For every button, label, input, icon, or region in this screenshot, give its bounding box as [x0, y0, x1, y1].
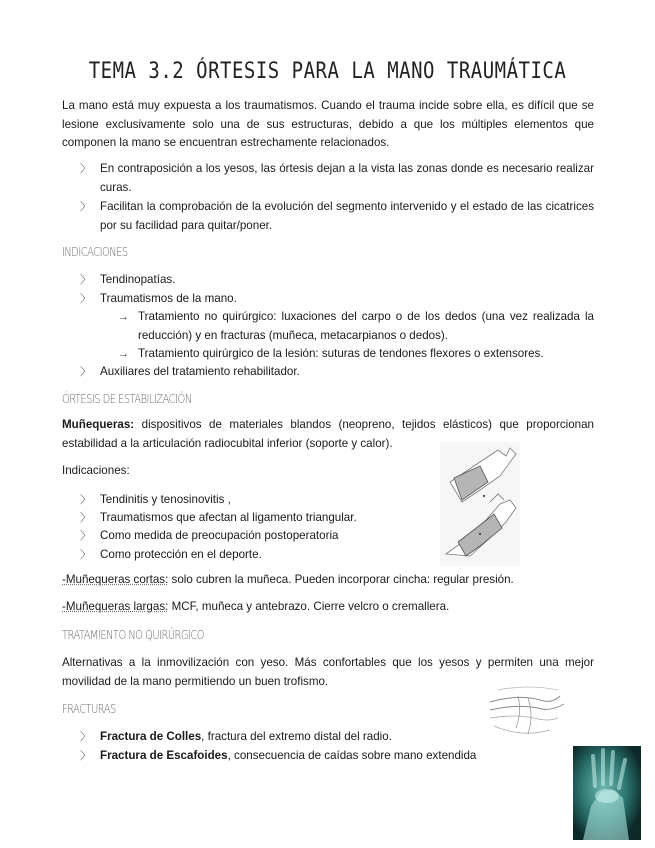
bullet-marker: 〉 [80, 549, 91, 561]
munequeras-cortas-label: -Muñequeras cortas: [62, 573, 169, 586]
list-item: 〉 Facilitan la comprobación de la evolución del segmento intervenido y el estado de las cicatrices por su facilidad para quitar/poner. [80, 200, 594, 232]
munequeras-largas-label: -Muñequeras largas: [62, 600, 169, 613]
list-item: 〉 Fractura de Colles, fractura del extremo distal del radio. [80, 728, 594, 747]
list-item: 〉 En contraposición a los yesos, las órtesis dejan a la vista las zonas donde es necesario realizar curas. [80, 162, 594, 194]
munequeras-paragraph: Muñequeras: dispositivos de materiales blandos (neopreno, tejidos elásticos) que proporcionan estabilidad a la articulación radiocubital inferior (soporte y calor). [62, 418, 594, 450]
bullet-marker: 〉 [80, 494, 91, 506]
list-item: 〉 Fractura de Escafoides, consecuencia de caídas sobre mano extendida [80, 747, 480, 766]
list-item: 〉 Como medida de preocupación postoperatoria [80, 527, 425, 546]
intro-paragraph: La mano está muy expuesta a los traumatismos. Cuando el trauma incide sobre ella, es difícil que se lesione exclusivamente solo una de sus estructuras, debido a que los múltiples elementos que componen la mano se encuentran estrechamente relacionados. [62, 99, 594, 150]
section-heading-indicaciones: INDICACIONES [62, 245, 128, 259]
bullet-marker: 〉 [80, 274, 91, 286]
wrist-brace-illustration [440, 442, 520, 566]
list-item: 〉 Auxiliares del tratamiento rehabilitador. [80, 363, 594, 382]
bullet-marker: 〉 [80, 293, 91, 305]
page-title: TEMA 3.2 ÓRTESIS PARA LA MANO TRAUMÁTICA [88, 58, 567, 84]
list-item: 〉 Traumatismos de la mano. [80, 290, 594, 309]
arrow-icon: → [118, 311, 129, 323]
section-heading-estabilizacion: ÓRTESIS DE ESTABILIZACIÓN [62, 392, 192, 406]
list-item: 〉 Tendinopatías. [80, 271, 594, 290]
list-item: 〉 Tendinitis y tenosinovitis , [80, 491, 425, 510]
list-item: 〉 Como protección en el deporte. [80, 546, 425, 565]
munequeras-cortas-line: -Muñequeras cortas: solo cubren la muñeca. Pueden incorporar cincha: regular presión. [62, 573, 514, 586]
bullet-marker: 〉 [80, 512, 91, 524]
munequeras-label: Muñequeras: [62, 418, 135, 431]
section-heading-no-quirurgico: TRATAMIENTO NO QUIRÚRGICO [62, 628, 205, 642]
wrist-xray-image [573, 746, 641, 840]
sub-list-item: → Tratamiento quirúrgico de la lesión: suturas de tendones flexores o extensores. [118, 345, 594, 364]
bullet-marker: 〉 [80, 163, 91, 175]
indicaciones-label: Indicaciones: [62, 464, 130, 477]
bullet-marker: 〉 [80, 201, 91, 213]
bullet-marker: 〉 [80, 731, 91, 743]
munequeras-largas-line: -Muñequeras largas: MCF, muñeca y antebrazo. Cierre velcro o cremallera. [62, 600, 450, 613]
section-heading-fracturas: FRACTURAS [62, 702, 116, 716]
bullet-marker: 〉 [80, 366, 91, 378]
sub-list-item: → Tratamiento no quirúrgico: luxaciones del carpo o de los dedos (una vez realizada la reducción) y en fracturas (muñeca, metacarpianos o dedos). [118, 310, 594, 342]
no-quirurgico-paragraph: Alternativas a la inmovilización con yeso. Más confortables que los yesos y permiten una mejor movilidad de la mano permitiendo un buen trofismo. [62, 656, 594, 688]
arrow-icon: → [118, 348, 129, 360]
list-item: 〉 Traumatismos que afectan al ligamento triangular. [80, 509, 425, 528]
bullet-marker: 〉 [80, 530, 91, 542]
bullet-marker: 〉 [80, 750, 91, 762]
